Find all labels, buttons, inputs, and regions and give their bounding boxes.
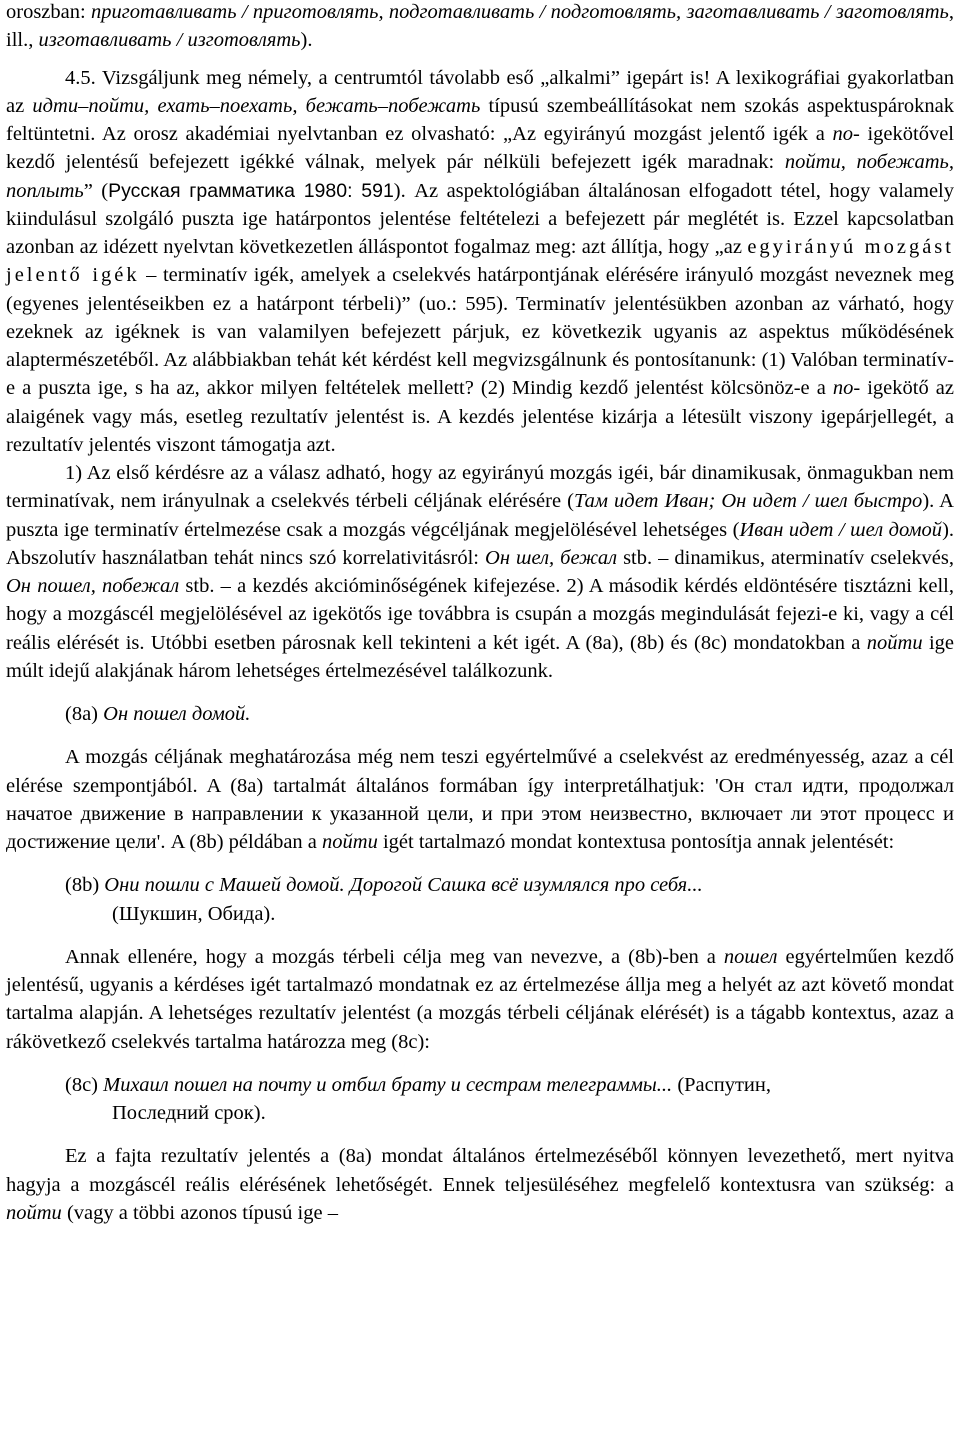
russian-interpretation: Он стал идти, продолжал начатое движение в направлении к указанной цели, и при этом неизвестно, включает ли этот процесс и достижение цели	[6, 774, 954, 853]
example-label: (8a)	[65, 703, 104, 725]
russian-example: идти–пойти, ехать–поехать, бежать–побежать	[32, 94, 481, 117]
russian-prefix: по-	[832, 123, 860, 145]
russian-example: Иван идет / шел домой	[739, 518, 943, 541]
example-8c	[6, 1071, 954, 1128]
example-source: (Распутин,	[672, 1073, 771, 1096]
russian-prefix: по-	[832, 377, 861, 400]
paragraph-8b-discussion: Annak ellenére, hogy a mozgás térbeli célja meg van nevezve, a (8b)-ben a пошел egyértelműen kezdő jelentésű, ugyanis a kérdéses igét tartalmazó mondatnak ez az értelmezése állja meg a helyét az azt követő mondat tartalma alapján. A lehetséges rezultatív jelentést (a mozgás térbeli céljának elérését) is a tágabb kontextus, azaz a rákövetkező cselekvés tartalma határozza meg (8c):	[6, 945, 954, 1053]
example-label: (8b)	[65, 874, 105, 897]
russian-example: пойти	[866, 631, 923, 654]
russian-example: приготавливать / приготовлять, подготавливать / подготовлять, заготавливать / заготовлять	[91, 1, 949, 23]
example-text: Он пошел домой.	[103, 703, 251, 725]
russian-example: Он пошел, побежал	[6, 575, 180, 597]
russian-example: пошел	[723, 945, 778, 968]
example-source: (Шукшин, Обида).	[112, 902, 276, 925]
spaced-quote: egyirányú mozgást jelentő igék	[6, 236, 954, 287]
example-8a	[6, 700, 954, 728]
russian-example: пойти	[6, 1201, 62, 1224]
russian-example: Там идет Иван; Он идет / шел быстро	[573, 490, 923, 513]
russian-example: пойти	[322, 831, 378, 853]
paragraph-continuation: oroszban: приготавливать / приготовлять, подготавливать / подготовлять, заготавливать / заготовлять, ill., изготавливать / изготовлять).	[6, 1, 954, 52]
russian-example: изготавливать / изготовлять	[38, 29, 301, 52]
paragraph-8a-discussion: A mozgás céljának meghatározása még nem teszi egyértelművé a cselekvést az eredményesség, azaz a cél elérése szempontjából. A (8a) tartalmát általános formában így interpretálhatjuk: 'Он стал идти, продолжал начатое движение в направлении к указанной цели, и при этом неизвестно, включает ли этот процесс и достижение цели'. A (8b) példában a пойти igét tartalmazó mondat kontextusa pontosítja annak jelentését:	[6, 746, 954, 853]
example-text: Они пошли с Машей домой. Дорогой Сашка всё изумлялся про себя...	[104, 874, 703, 897]
example-8b	[6, 871, 954, 928]
example-text: Михаил пошел на почту и отбил брату и сестрам телеграммы...	[103, 1073, 673, 1096]
paragraph-question-1: 1) Az első kérdésre az a válasz adható, hogy az egyirányú mozgás igéi, bár dinamikusak, önmagukban nem terminatívak, nem irányulnak a cselekvés térbeli céljának elérésére (Там идет Иван; Он идет / шел быстро). A puszta ige terminatív értelmezése csak a mozgás végcéljának megjelölésével lehetséges (Иван идет / шел домой). Abszolutív használatban tehát nincs szó korrelativitásról: Он шел, бежал stb. – dinamikus, aterminatív cselekvés, Он пошел, побежал stb. – a kezdés akcióminőségének kifejezése. 2) A második kérdés eldöntésére tisztázni kell, hogy a mozgáscél megjelölésével az igekötős ige továbbra is csupán a mozgás megindulását fejezi-e ki, vagy a cél reális elérését is. Utóbbi esetben párosnak kell tekinteni a két igét. A (8a), (8b) és (8c) mondatokban a пойти ige múlt idejű alakjának három lehetséges értelmezésével találkozunk.	[6, 462, 955, 682]
russian-example: Он шел, бежал	[485, 546, 618, 569]
paragraph-8c-discussion: Ez a fajta rezultatív jelentés a (8a) mondat általános értelmezéséből könnyen levezethető, mert nyitva hagyja a mozgáscél reális elérésének lehetőségét. Ennek teljesüléséhez megfelelő kontextusra van szükség: a пойти (vagy a többi azonos típusú ige –	[6, 1145, 954, 1224]
citation: Русская грамматика 1980: 591	[108, 179, 394, 202]
example-source-cont: Последний срок).	[112, 1102, 266, 1124]
example-label: (8c)	[65, 1073, 104, 1096]
paragraph-4-5: 4.5. Vizsgáljunk meg némely, a centrumtól távolabb eső „alkalmi” igepárt is! A lexikográfiai gyakorlatban az идти–пойти, ехать–поехать, бежать–побежать típusú szembeállításokat nem szokás aspektuspároknak feltüntetni. Az orosz akadémiai nyelvtanban ez olvasható: „Az egyirányú mozgást jelentő igék a по- igekötővel kezdő jelentésű befejezett igékké válnak, melyek pár nélküli befejezett igék maradnak: пойти, побежать, поплыть” (Русская грамматика 1980: 591). Az aspektológiában általánosan elfogadott tétel, hogy valamely kiindulásul szolgáló puszta ige határpontos jelentése feltételezi a befejezett pár meglétét is. Ezzel kapcsolatban azonban az idézett nyelvtan következetlen álláspontot fogalmaz meg: azt állítja, hogy „az egyirányú mozgást jelentő igék – terminatív igék, amelyek a cselekvés határpontjának elérésére irányuló mozgást neveznek meg (egyenes jelentéseikben ez a határpont térbeli)” (uo.: 595). Terminatív jelentésükben azonban az várható, hogy ezeknek az igéknek is van valamilyen befejezett párjuk, ez következik ugyanis az aspektus működésének alaptermészetéből. Az alábbiakban tehát két kérdést kell megvizsgálnunk és pontosítanunk: (1) Valóban terminatív-e a puszta ige, s ha az, akkor milyen feltételek mellett? (2) Mindig kezdő jelentést kölcsönöz-e a по- igekötő az alaigének vagy más, esetleg rezultatív jelentést is. A kezdés jelentése kizárja a létesült viszony igepárjellegét, a rezultatív jelentés viszont támogatja azt.	[6, 66, 955, 456]
russian-example: пойти, побежать, поплыть	[6, 151, 954, 202]
